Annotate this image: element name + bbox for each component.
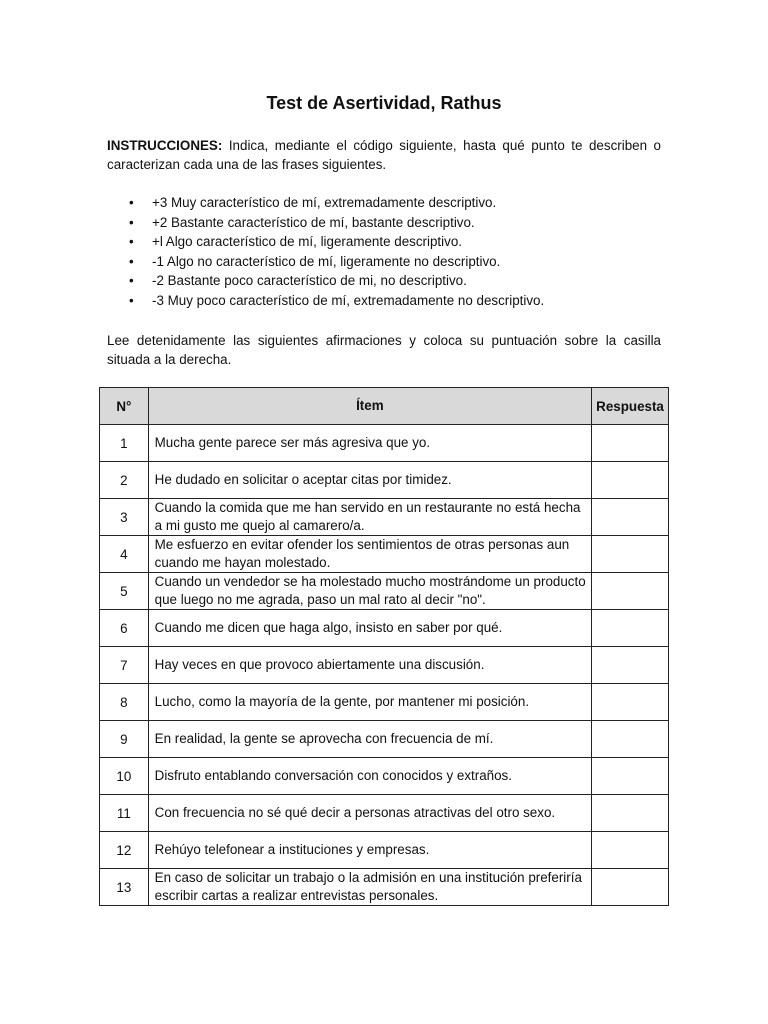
list-item: • +l Algo característico de mí, ligeramente descriptivo. (107, 232, 661, 252)
page-title: Test de Asertividad, Rathus (266, 93, 502, 113)
response-cell[interactable] (592, 869, 669, 906)
list-item: • -1 Algo no característico de mí, ligeramente no descriptivo. (107, 252, 661, 272)
bullet-icon: • (129, 253, 134, 269)
table-row (100, 462, 669, 499)
row-item: He dudado en solicitar o aceptar citas por timidez. (148, 462, 591, 499)
list-item: • -3 Muy poco característico de mí, extremadamente no descriptivo. (107, 291, 661, 311)
response-cell[interactable] (592, 462, 669, 499)
row-number: 2 (100, 462, 149, 499)
instructions-label: INSTRUCCIONES: (107, 138, 223, 153)
list-item: • +3 Muy característico de mí, extremadamente descriptivo. (107, 193, 661, 213)
response-cell[interactable] (592, 573, 669, 610)
bullet-icon: • (129, 195, 134, 210)
row-number: 11 (100, 795, 149, 832)
row-number: 3 (100, 499, 149, 536)
row-number: 8 (100, 684, 149, 721)
row-item: Lucho, como la mayoría de la gente, por mantener mi posición. (148, 684, 591, 721)
table-row (100, 684, 669, 721)
row-item: En realidad, la gente se aprovecha con frecuencia de mí. (148, 721, 591, 758)
response-cell[interactable] (592, 758, 669, 795)
list-item: • +2 Bastante característico de mí, bastante descriptivo. (107, 213, 661, 233)
row-item: Cuando un vendedor se ha molestado mucho mostrándome un producto que luego no me agrada, paso un mal rato al decir "no". (148, 573, 591, 610)
table-row (100, 832, 669, 869)
list-item: • -2 Bastante poco característico de mi, no descriptivo. (107, 271, 661, 291)
scoring-code-list (107, 193, 661, 311)
table-row (100, 573, 669, 610)
row-item: Rehúyo telefonear a instituciones y empresas. (148, 832, 591, 869)
table-row (100, 721, 669, 758)
row-number: 5 (100, 573, 149, 610)
row-item: En caso de solicitar un trabajo o la admisión en una institución preferiría escribir cartas a realizar entrevistas personales. (148, 869, 591, 906)
response-cell[interactable] (592, 610, 669, 647)
row-item: Disfruto entablando conversación con conocidos y extraños. (148, 758, 591, 795)
row-number: 12 (100, 832, 149, 869)
response-cell[interactable] (592, 721, 669, 758)
response-cell[interactable] (592, 684, 669, 721)
bullet-icon: • (129, 214, 134, 230)
table-row (100, 610, 669, 647)
header-number: N° (100, 388, 149, 425)
response-cell[interactable] (592, 536, 669, 573)
response-cell[interactable] (592, 795, 669, 832)
bullet-icon: • (129, 234, 134, 250)
row-item: Con frecuencia no sé qué decir a personas atractivas del otro sexo. (148, 795, 591, 832)
row-number: 13 (100, 869, 149, 906)
row-item: Cuando me dicen que haga algo, insisto en saber por qué. (148, 610, 591, 647)
instructions-text: Indica, mediante el código siguiente, hasta qué punto te describen o caracterizan cada una de las frases siguientes. (107, 138, 661, 172)
table-row (100, 758, 669, 795)
header-response: Respuesta (592, 388, 669, 425)
table-row (100, 869, 669, 906)
bullet-icon: • (129, 273, 134, 289)
table-row (100, 795, 669, 832)
instructions-paragraph (107, 136, 661, 174)
table-header-row (100, 388, 669, 425)
row-number: 4 (100, 536, 149, 573)
row-item: Mucha gente parece ser más agresiva que yo. (148, 425, 591, 462)
table-row (100, 499, 669, 536)
table-row (100, 536, 669, 573)
row-number: 9 (100, 721, 149, 758)
row-number: 10 (100, 758, 149, 795)
row-number: 7 (100, 647, 149, 684)
row-item: Me esfuerzo en evitar ofender los sentimientos de otras personas aun cuando me hayan molestado. (148, 536, 591, 573)
table-row (100, 425, 669, 462)
row-number: 1 (100, 425, 149, 462)
reading-instruction: Lee detenidamente las siguientes afirmaciones y coloca su puntuación sobre la casilla situada a la derecha. (107, 333, 661, 367)
response-cell[interactable] (592, 499, 669, 536)
table-row (100, 647, 669, 684)
response-cell[interactable] (592, 647, 669, 684)
row-item: Hay veces en que provoco abiertamente una discusión. (148, 647, 591, 684)
response-cell[interactable] (592, 832, 669, 869)
bullet-icon: • (129, 292, 134, 308)
response-cell[interactable] (592, 425, 669, 462)
questionnaire-table (99, 387, 669, 906)
header-item: Ítem (148, 388, 591, 425)
row-number: 6 (100, 610, 149, 647)
row-item: Cuando la comida que me han servido en un restaurante no está hecha a mi gusto me quejo al camarero/a. (148, 499, 591, 536)
